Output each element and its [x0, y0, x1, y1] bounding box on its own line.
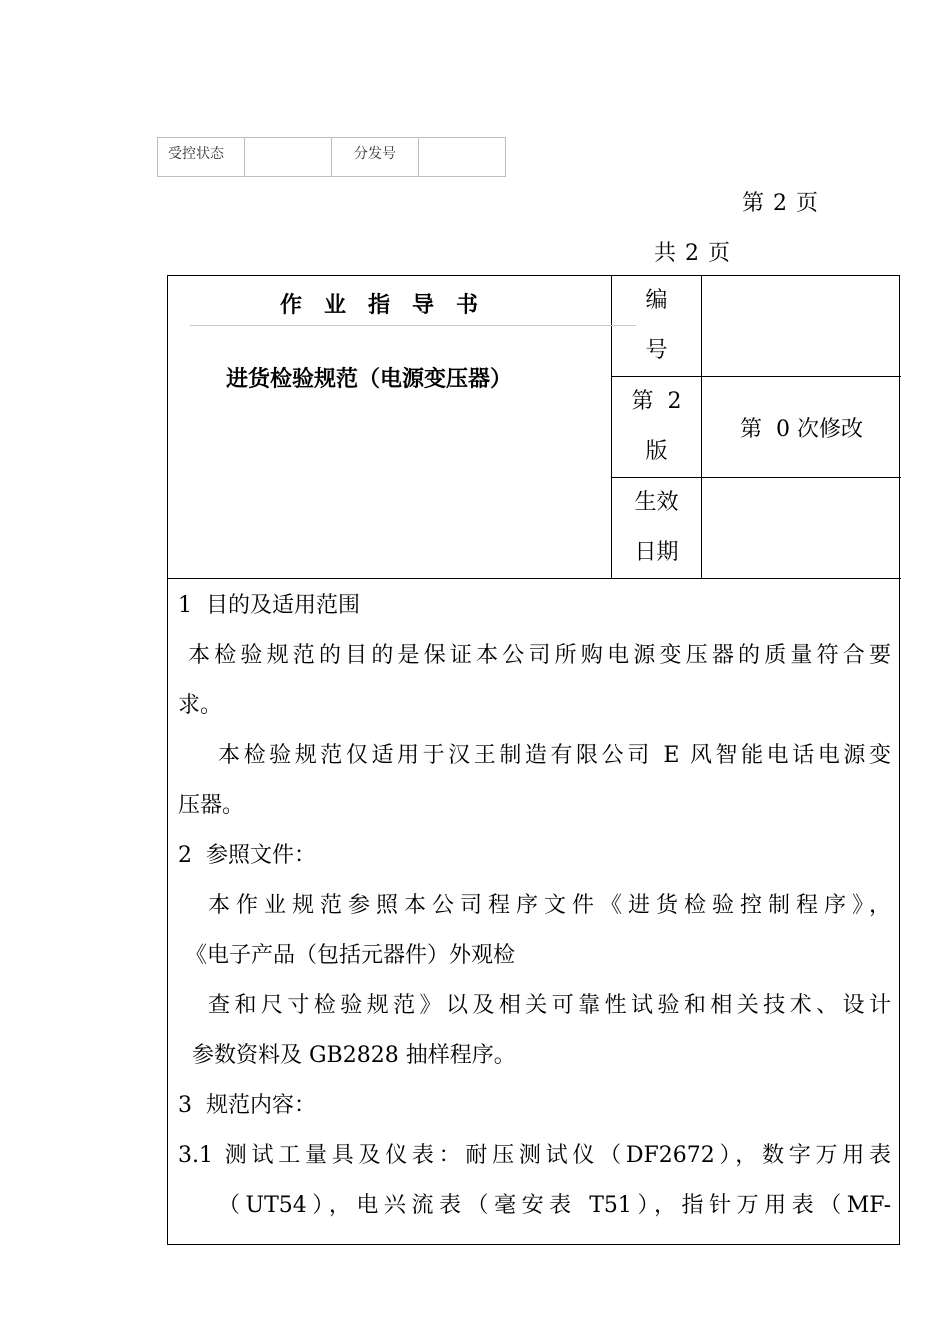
- page-suffix: 页: [796, 191, 820, 216]
- effective-date-value: [702, 477, 901, 578]
- edition-label-line2: 版: [645, 439, 668, 464]
- body-line: 本检验规范仅适用于汉王制造有限公司 E 风智能电话电源变: [218, 743, 891, 768]
- effective-label-line1: 生效: [634, 489, 679, 515]
- page-number: [742, 186, 819, 217]
- body-line: 查和尺寸检验规范》以及相关可靠性试验和相关技术、设计: [208, 993, 891, 1018]
- total-pages-value: 2: [685, 241, 701, 266]
- body-content: [168, 578, 901, 1231]
- body-line: 参数资料及 GB2828 抽样程序。: [178, 1043, 516, 1068]
- document-kind: 作业指导书: [279, 293, 500, 318]
- body-line: 本作业规范参照本公司程序文件《进货检验控制程序》，: [208, 893, 891, 918]
- edition-label-line1: 第 2: [631, 389, 682, 414]
- body-line: 求。: [178, 693, 223, 718]
- control-status-table: [157, 137, 506, 177]
- number-label-line1: 编: [645, 288, 668, 313]
- instruction-sheet: [167, 275, 900, 1245]
- effective-date-row: [612, 477, 901, 578]
- control-status-value: [245, 138, 332, 177]
- body-line: 压器。: [178, 793, 245, 818]
- section-2-heading: 2 参照文件：: [178, 843, 316, 868]
- distribution-number-label: 分发号: [332, 138, 419, 177]
- section-3-heading: 3 规范内容：: [178, 1093, 316, 1118]
- edition-row: [612, 377, 901, 478]
- page-number-value: 2: [773, 191, 789, 216]
- total-suffix: 页: [708, 241, 732, 266]
- number-label: [612, 276, 702, 376]
- distribution-number-value: [419, 138, 506, 177]
- section-1-heading: 1 目的及适用范围: [178, 593, 360, 618]
- body-line: 本检验规范的目的是保证本公司所购电源变压器的质量符合要: [188, 643, 891, 668]
- document-title: 进货检验规范（电源变压器）: [226, 367, 513, 392]
- edition-label: [612, 377, 702, 477]
- body-line: 3.1 测试工量具及仪表：耐压测试仪（DF2672），数字万用表: [178, 1143, 891, 1168]
- revision-value: 第 0 次修改: [740, 416, 863, 442]
- control-status-label: 受控状态: [158, 138, 245, 177]
- title-divider: [190, 325, 636, 326]
- page-prefix: 第: [742, 191, 766, 216]
- body-line: 《电子产品（包括元器件）外观检: [178, 943, 515, 968]
- effective-label-line2: 日期: [634, 539, 679, 565]
- total-pages: [654, 236, 731, 267]
- effective-date-label: [612, 477, 702, 578]
- header-title-cell: [168, 276, 612, 578]
- number-label-line2: 号: [645, 338, 668, 363]
- body-line: （UT54），电兴流表（毫安表 T51），指针万用表（MF-: [218, 1193, 891, 1218]
- total-prefix: 共: [654, 241, 678, 266]
- number-row: [612, 276, 901, 377]
- number-value: [702, 276, 901, 376]
